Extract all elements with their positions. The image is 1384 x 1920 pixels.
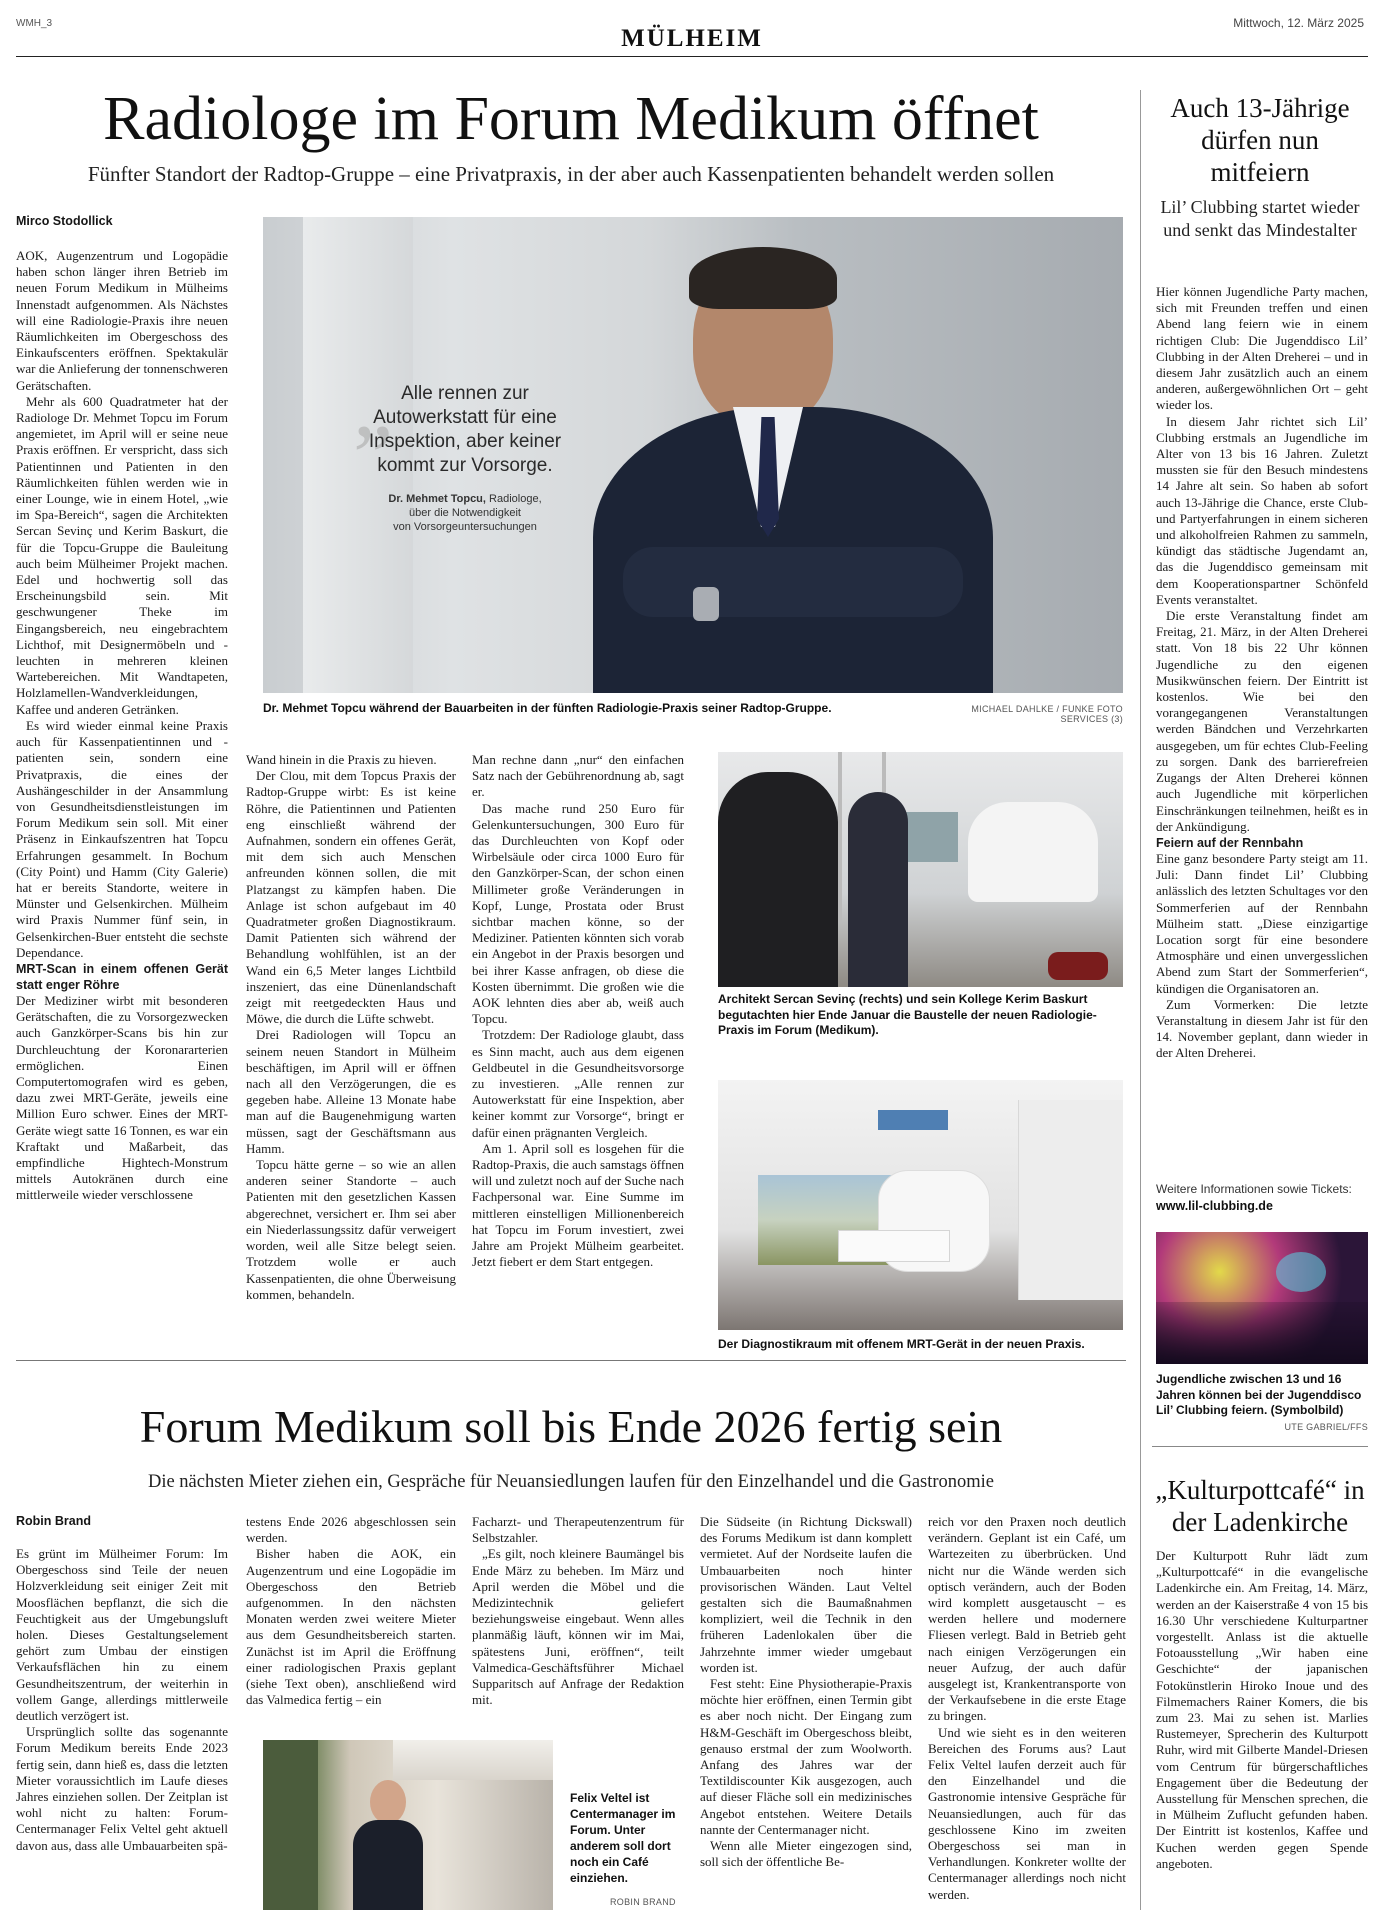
article2-column-1: [16, 1546, 228, 1854]
article2-c4-p2: Fest steht: Eine Physiotherapie-Praxis möchte hier eröffnen, einen Termin gibt es aber noch nicht. Der Eingang zum H&M-Geschäft im Obergeschoss bleibt, genauso erstmal der zum Woolworth. Anfang des Jahres war der Textildiscounter Kik ausgezogen, auch auf dieser Fläche soll ein medizinisches Angebot entstehen. Weitere Details nannte der Centermanager nicht.: [700, 1676, 912, 1837]
photo-veltel-caption: Felix Veltel ist Centermanager im Forum. Unter anderem soll dort noch ein Café einziehen.: [570, 1791, 676, 1885]
article2-c5-p2: Und wie sieht es in den weiteren Bereichen des Forums aus? Laut Felix Veltel laufen derzeit auch für den Einzelhandel und die Gastronomie intensive Gespräche für Neuansiedlungen, auch für das geschlossene Kino im zweiten Obergeschoss sei man in Verhandlungen. Konkreter wollte der Centermanager allerdings noch nicht werden.: [928, 1724, 1126, 1902]
red-equipment: [1048, 952, 1108, 980]
article2-subheadline: Die nächsten Mieter ziehen ein, Gespräche für Neuansiedlungen laufen für den Einzelhandel und die Gastronomie: [147, 1472, 995, 1492]
photo-veltel-credit: ROBIN BRAND: [610, 1897, 676, 1907]
quote-name: Dr. Mehmet Topcu,: [388, 493, 486, 505]
quote-role3: von Vorsorgeuntersuchungen: [393, 521, 537, 533]
veltel-body: [353, 1820, 423, 1910]
article1-headline: Radiologe im Forum Medikum öffnet: [103, 85, 1039, 153]
photo-veltel: [263, 1740, 553, 1910]
article1-c2-p2: Der Clou, mit dem Topcus Praxis der Radtop-Gruppe wirbt: Es ist keine Röhre, die Patientinnen und Patienten eng einschließt während der Aufnahmen, sondern ein offenes Gerät, mit dem sich auch Menschen anfreunden können sollen, die mit Platzangst zu kämpfen haben. Die Anlage ist schon aufgebaut im 40 Quadratmeter großen Diagnostikraum. Damit Patienten sich während der Behandlung wohlfühlen, ist an der Wand ein 6,5 Meter langes Lichtbild inszeniert, das eine Dünenlandschaft zeigt mit reetgedeckten Haus und Möwe, die durch die Lüfte schwebt.: [246, 768, 456, 1027]
photo-party: [1156, 1232, 1368, 1364]
quote-role: Radiologe,: [489, 493, 542, 505]
sidebar1-p4: Eine ganz besondere Party steigt am 11. Juli: Dann findet Lil’ Clubbing anlässlich des letzten Schultages vor den Sommerferien auf der Rennbahn Mülheim statt. „Diese einzigartige Location sorgt für eine besondere Atmosphäre und einen unvergesslichen Abend zum Start der Sommerferien“, kündigen die Organisatoren an.: [1156, 850, 1368, 996]
sidebar2-p1: Der Kulturpott Ruhr lädt zum „Kulturpottcafé“ in die evangelische Ladenkirche ein. Am Freitag, 14. März, werden an der Kaiserstraße 4 von 15 bis 16.30 Uhr verschiedene Kulturpartner vorgestellt. Anlass ist die aktuelle Fotoausstellung „Wir haben eine Geschichte“ der japanischen Fotokünstlerin Hiroko Inoue und des Filmemachers Rainer Komers, die bis zum 23. Mai zu sehen ist. Marlies Rustemeyer, Sprecherin des Kulturpott Ruhr, wird mit Gilberte Mandel-Driesen vom Centrum für bürgerschaftliches Engagement über die Bedeutung der Ausstellung für Menschen sprechen, die in Mülheim Zuflucht gefunden haben. Der Eintritt ist kostenlos, Kaffee und Kuchen werden gegen Spende angeboten.: [1156, 1548, 1368, 1871]
page-code: WMH_3: [16, 18, 53, 29]
person-hair: [689, 247, 837, 309]
mall-ceiling: [393, 1740, 553, 1780]
photo-diagnostic-room: [718, 1080, 1123, 1330]
wristwatch: [693, 587, 719, 621]
person-topcu: [593, 237, 993, 693]
sidebar1-info: Weitere Informationen sowie Tickets:: [1156, 1182, 1352, 1196]
article2-c1-p1: Es grünt im Mülheimer Forum: Im Obergeschoss sind Teile der neuen Holzverkleidung seit einiger Zeit mit Moosflächen bepflanzt, die sich die Feuchtigkeit aus der Umgebungsluft holen. Dieses Gestaltungselement gehört zum Umbau der einstigen Verkaufsflächen hin zu einem Gesundheitszentrum, der weiterhin in vollem Gange, allerdings mittlerweile deutlich verzögert ist.: [16, 1546, 228, 1724]
photo-diagnostic-caption: Der Diagnostikraum mit offenem MRT-Gerät in der neuen Praxis.: [718, 1337, 1085, 1351]
sidebar1-body: [1156, 284, 1368, 1062]
article1-c1-p1: AOK, Augenzentrum und Logopädie haben schon länger ihren Betrieb im neuen Forum Medikum in Mülheims Innenstadt aufgenommen. Als Nächstes will eine Radiologie-Praxis ihre neuen Räumlichkeiten im Obergeschoss des Einkaufscenters eröffnen. Spektakulär war die Anlieferung der tonnenschweren Gerätschaften.: [16, 248, 228, 393]
article-separator-rule: [16, 1360, 1126, 1361]
sidebar2-headline: „Kulturpottcafé“ in der Ladenkirche: [1155, 1475, 1365, 1537]
article2-c1-p2: Ursprünglich sollte das sogenannte Forum Medikum bereits Ende 2023 fertig sein, dann hieß es, dass die letzten Mieter voraussichtlich im Laufe dieses Jahres einziehen sollen. Der Zeitplan ist wohl nicht zu halten: Forum-Centermanager Felix Veltel geht aktuell davon aus, dass alle Umbauarbeiten spä-: [16, 1724, 228, 1853]
section-title: MÜLHEIM: [621, 25, 763, 52]
article2-headline: Forum Medikum soll bis Ende 2026 fertig sein: [139, 1401, 1003, 1452]
article1-column-3: [472, 752, 684, 1271]
sidebar1-p5: Zum Vormerken: Die letzte Veranstaltung in diesem Jahr ist für den 14. November geplant, dann wieder in der Alten Dreherei.: [1156, 996, 1368, 1061]
ceiling-skylight: [878, 1110, 948, 1130]
person-veltel: [353, 1780, 423, 1910]
sidebar1-subheadline: Lil’ Clubbing startet wieder und senkt das Mindestalter: [1160, 197, 1360, 240]
article2-column-2: [246, 1514, 456, 1708]
veltel-head: [370, 1780, 406, 1824]
article2-c3-p1: Facharzt- und Therapeutenzentrum für Selbstzahler.: [472, 1514, 684, 1546]
article2-column-4: [700, 1514, 912, 1870]
quote-role2: über die Notwendigkeit: [409, 507, 521, 519]
article1-c1-p4: Der Mediziner wirbt mit besonderen Gerätschaften, die zu Vorsorgezwecken auch Ganzkörper-Scans bis hin zur Durchleuchtung der Koronararterien ermöglichen. Einen Computertomografen wird es geben, dazu zwei MRT-Geräte, jeweils eine Million Euro schwer. Eines der MRT-Geräte wiegt satte 16 Tonnen, es war ein Kraftakt und Maßarbeit, das empfindliche Hightech-Monstrum mittels Autokränen durch eine mittlerweile wieder verschlossene: [16, 992, 228, 1203]
article1-c1-p2: Mehr als 600 Quadratmeter hat der Radiologe Dr. Mehmet Topcu im Forum angemietet, im April will er seine neue Praxis eröffnen. Er verspricht, dass sich Patientinnen und Patienten in den Räumlichkeiten fühlen werden wie in einer Lounge, wie in einem Hotel, „wie im Spa-Bereich“, sagen die Architekten Sercan Sevinç und Kerim Baskurt, die für die Topcu-Gruppe die Bauleitung auch beim Mülheimer Projekt machen. Edel und hochwertig soll das Erscheinungsbild sein. Mit geschwungener Theke im Eingangsbereich, neu eingebrachtem Lichthof, mit Designermöbeln und -leuchten in mehreren kleinen Wartebereichen. Mit Wandtapeten, Holzlamellen-Wandverkleidungen, Kaffee und anderen Getränken.: [16, 393, 228, 717]
person-architect-right: [848, 792, 908, 987]
sidebar1-url-link[interactable]: www.lil-clubbing.de: [1156, 1199, 1273, 1213]
article1-author: Mirco Stodollick: [16, 214, 113, 228]
sidebar2-body: [1156, 1548, 1368, 1872]
photo-party-caption: Jugendliche zwischen 13 und 16 Jahren können bei der Jugenddisco Lil’ Clubbing feiern. (Symbolbild): [1156, 1372, 1362, 1417]
sidebar2-top-rule: [1152, 1446, 1368, 1447]
mri-machine: [968, 802, 1098, 902]
article2-c2-p1: testens Ende 2026 abgeschlossen sein werden.: [246, 1514, 456, 1546]
article1-c1-p3: Es wird wieder einmal keine Praxis auch für Kassenpatientinnen und -patienten sein, sondern eine Privatpraxis, die eines der Aushängeschilder in der Ansammlung von Gesundheitsdienstleistungen im Forum Medikum sein soll. Mit einer Präsenz in Einkaufszentren hat Topcu Erfahrungen gesammelt. In Bochum (City Point) und Hamm (City Galerie) hat er bereits Standorte, weitere in Münster und Gelsenkirchen. Mülheim wird Praxis Nummer fünf sein, in Gelsenkirchen-Buer entsteht die sechste Dependance.: [16, 717, 228, 960]
article1-subheadline: Fünfter Standort der Radtop-Gruppe – eine Privatpraxis, in der aber auch Kassenpatienten behandelt werden sollen: [87, 162, 1055, 186]
sidebar1-headline: Auch 13-Jährige dürfen nun mitfeiern: [1170, 93, 1350, 187]
crowd-silhouette: [1156, 1302, 1368, 1364]
photo-topcu-caption: Dr. Mehmet Topcu während der Bauarbeiten in der fünften Radiologie-Praxis seiner Radtop-Gruppe.: [263, 701, 832, 715]
masthead-rule: [16, 56, 1368, 57]
article1-c2-p3: Drei Radiologen will Topcu an seinem neuen Standort in Mülheim beschäftigen, im April will er öffnen nach all den Verzögerungen, die es gegeben habe. Alleine 13 Monate habe man auf die Baugenehmigung warten müssen, sagt der Geschäftsmann aus Hamm.: [246, 1027, 456, 1156]
article2-author: Robin Brand: [16, 1514, 91, 1528]
article1-c2-p4: Topcu hätte gerne – so wie an allen anderen seiner Standorte – auch Patienten mit den gesetzlichen Kassen abgerechnet, versichert er. Ihm sei aber ein Niederlassungssitz dafür verweigert worden, weil alle Sitze belegt seien. Trotzdem wolle er auch Kassenpatienten, die ohne Überweisung kommen, behandeln.: [246, 1157, 456, 1302]
issue-date: Mittwoch, 12. März 2025: [1233, 16, 1364, 30]
article1-c3-p1: Man rechne dann „nur“ den einfachen Satz nach der Gebührenordnung ab, sagt er.: [472, 752, 684, 800]
pull-quote-attribution: [365, 492, 565, 534]
article1-column-1: [16, 248, 228, 1204]
article2-c5-p1: reich vor den Praxen noch deutlich verändern. Geplant ist ein Café, um Wartezeiten zu überbrücken. Und nicht nur die Wände werden sich optisch verändern, auch der Boden wird komplett ausgetauscht – es werden hellere und modernere Fliesen verlegt. Bald in Betrieb geht nach einigen Verzögerungen ein neuer Aufzug, der auch dafür ausgelegt ist, Krankentransporte von der Verkaufsebene in die erste Etage zu bringen.: [928, 1514, 1126, 1724]
sidebar1-p3: Die erste Veranstaltung findet am Freitag, 21. März, in der Alten Dreherei statt. Von 18 bis 22 Uhr können Jugendliche zu den eigenen Musikwünschen feiern. Der Eintritt ist kostenlos. Wie bei den vorangegangenen Veranstaltungen werden Bändchen und Verzehrkarten ausgegeben, um für echtes Club-Feeling zu sorgen. Dank des barrierefreien Zugangs der Alten Dreherei können auch Jugendliche mit körperlichen Einschränkungen teilnehmen, heißt es in der Ankündigung.: [1156, 608, 1368, 834]
photo-architects: [718, 752, 1123, 987]
article2-c3-p2: „Es gilt, noch kleinere Baumängel bis Ende März zu beheben. Im März und April werden die Möbel und die Medizintechnik geliefert beziehungsweise eingebaut. Wenn alles planmäßig läuft, können wir im Mai, spätestens Juni, eröffnen“, teilt Valmedica-Geschäftsführer Michael Supparitsch auf Anfrage der Redaktion mit.: [472, 1546, 684, 1708]
article1-subhead: MRT-Scan in einem offenen Gerät statt enger Röhre: [16, 961, 228, 992]
article1-c3-p2: Das mache rund 250 Euro für Gelenkuntersuchungen, 300 Euro für das Durchleuchten von Kopf oder Wirbelsäule oder circa 1000 Euro für den Ganzkörper-Scan, der schon einen Millimeter große Veränderungen in Kopf, Lunge, Prostata oder Brust sichtbar machen könne, so der Mediziner. Patienten könnten sich vorab ein Angebot in der Praxis besorgen und bei ihrer Kasse anfragen, ob diese die Kosten übernimmt. Die großen wie die AOK lehnten dies aber ab, weiß auch Topcu.: [472, 800, 684, 1027]
article1-c2-p1: Wand hinein in die Praxis zu hieven.: [246, 752, 437, 767]
sidebar1-p1: Hier können Jugendliche Party machen, sich mit Freunden treffen und einen Abend lang feiern wie in einem richtigen Club: Die Jugenddisco Lil’ Clubbing in der Alten Dreherei – und in diesem Jahr zusätzlich auch an einem anderen, außergewöhnlichen Ort – geht wieder los.: [1156, 284, 1368, 413]
sidebar1-p2: In diesem Jahr richtet sich Lil’ Clubbing erstmals an Jugendliche im Alter von 13 bis 16 Jahren. Zuletzt mussten sie für den Besuch mindestens 14 Jahre alt sein. So haben ab sofort auch 13-Jährige die Chance, erste Club- und Partyerfahrungen in einem sicheren und alkoholfreien Rahmen zu sammeln, kündigt das städtische Jugendamt an, das die Jugenddisco gemeinsam mit dem Kooperationspartner Schönfeld Events veranstaltet.: [1156, 413, 1368, 607]
article2-column-5: [928, 1514, 1126, 1903]
article2-c4-p3: Wenn alle Mieter eingezogen sind, soll sich der öffentliche Be-: [700, 1838, 912, 1870]
light-spot: [1276, 1252, 1326, 1292]
photo-topcu-credit: MICHAEL DAHLKE / FUNKE FOTO SERVICES (3): [971, 704, 1123, 724]
wall-cabinets: [1018, 1100, 1123, 1300]
patient-table: [838, 1230, 950, 1262]
article2-column-3: [472, 1514, 684, 1708]
photo-architects-caption: Architekt Sercan Sevinç (rechts) und sein Kollege Kerim Baskurt begutachten hier Ende Januar die Baustelle der neuen Radiologie-Praxis im Forum (Medikum).: [718, 992, 1097, 1037]
person-architect-left: [718, 772, 838, 987]
photo-topcu: [263, 217, 1123, 693]
article2-c4-p1: Die Südseite (in Richtung Dickswall) des Forums Medikum ist dann komplett vermietet. Auf der Nordseite laufen die Umbauarbeiten noch hinter provisorischen Wänden. Laut Veltel gestalten sich die Baumaßnahmen kompliziert, weil die Technik in den früheren Ladenlokalen über die Jahrzehnte immer wieder umgebaut worden ist.: [700, 1514, 912, 1675]
article1-column-2: [246, 752, 456, 1303]
photo-party-credit: UTE GABRIEL/FFS: [1284, 1422, 1368, 1432]
article1-c3-p3: Trotzdem: Der Radiologe glaubt, dass es Sinn macht, auch aus dem eigenen Geldbeutel in die Gesundheitsvorsorge zu investieren. „Alle rennen zur Autowerkstatt für eine Inspektion, aber keiner kommt zur Vorsorge“, bringt er dafür einen prägnanten Vergleich.: [472, 1027, 684, 1140]
article2-c2-p2: Bisher haben die AOK, ein Augenzentrum und eine Logopädie im Obergeschoss den Betrieb aufgenommen. In den nächsten Monaten werden zwei weitere Mieter aus dem Gesundheitsbereich starten. Zunächst ist im April die Eröffnung einer radiologischen Praxis geplant (siehe Text oben), anschließend wird das Valmedica fertig – ein: [246, 1546, 456, 1708]
moss-wall: [263, 1740, 318, 1910]
article1-c3-p4: Am 1. April soll es losgehen für die Radtop-Praxis, die auch samstags öffnen will und zuletzt noch auf der Suche nach Fachpersonal war. Eine Summe im mittleren einstelligen Millionenbereich hat Topcu im Forum investiert, zwei Jahre am Projekt Mülheim gearbeitet. Jetzt fiebert er dem Start entgegen.: [472, 1140, 684, 1270]
quote-mark: „: [353, 357, 393, 456]
pull-quote: Alle rennen zur Autowerkstatt für eine Inspektion, aber keiner kommt zur Vorsorge.: [368, 383, 562, 476]
sidebar-vertical-rule: [1140, 90, 1141, 1910]
sidebar1-subhead: Feiern auf der Rennbahn: [1156, 835, 1304, 850]
person-arms: [623, 547, 963, 617]
